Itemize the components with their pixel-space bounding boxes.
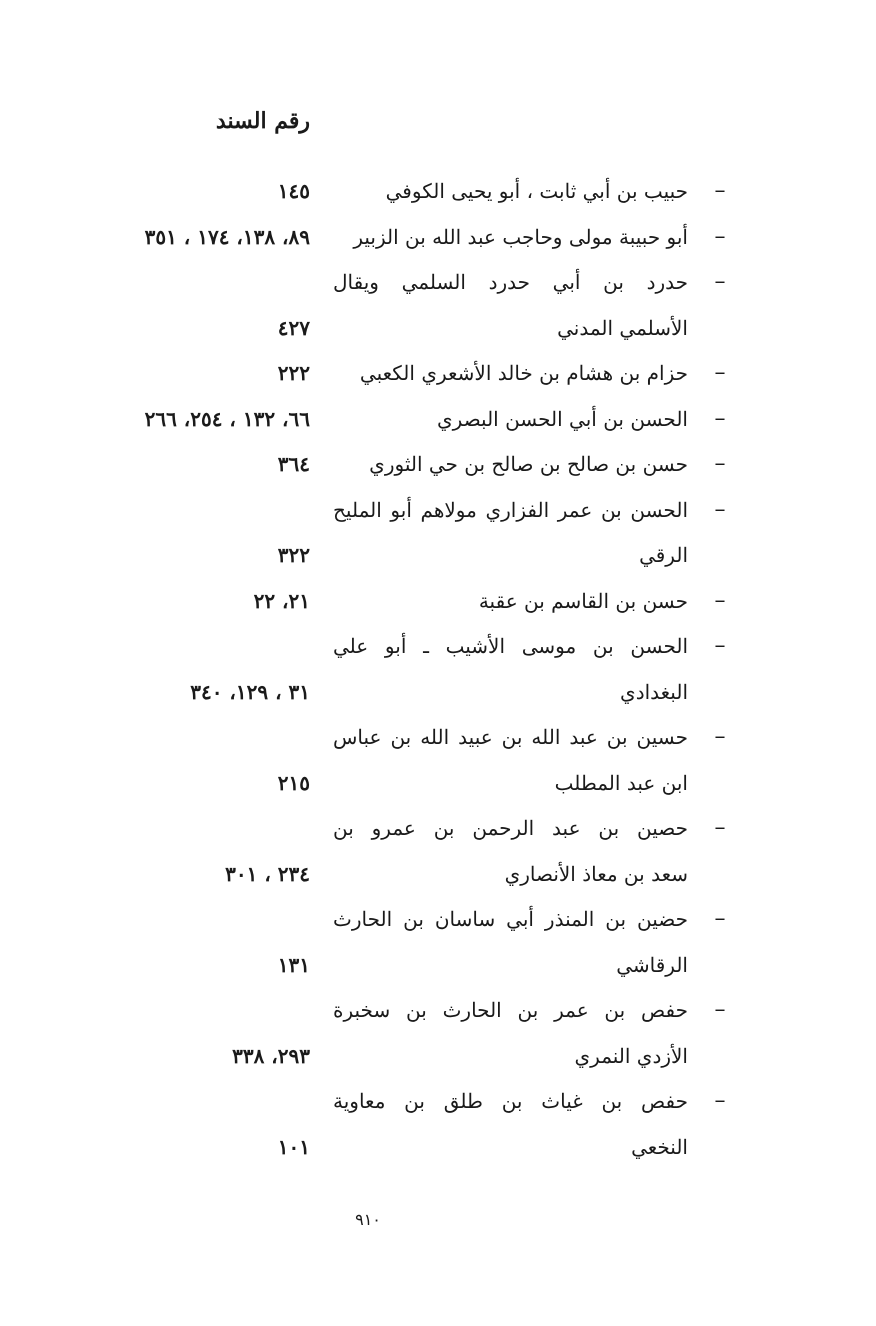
entry-line [60,487,740,533]
entry-line [60,305,740,351]
entry-line [60,714,740,760]
entry-dash: – [714,997,726,1022]
index-entry [60,214,740,260]
narrator-name: حسن بن القاسم بن عقبة [478,588,688,613]
reference-numbers: ٢١٥ [277,770,310,795]
entry-dash: – [714,405,726,431]
index-entry [60,259,740,350]
index-entry [60,396,740,442]
reference-numbers: ٢١، ٢٢ [253,588,310,613]
narrator-name: الأسلمي المدني [557,315,688,340]
entry-line [60,896,740,942]
narrator-name: الحسن بن عمر الفزاري مولاهم أبو المليح [333,497,688,522]
entry-dash: – [714,587,726,613]
index-entry [60,578,740,624]
entry-line [60,760,740,806]
narrator-name: سعد بن معاذ الأنصاري [504,861,688,886]
narrator-name: حفص بن غياث بن طلق بن معاوية [333,1089,688,1113]
narrator-name: أبو حبيبة مولى وحاجب عبد الله بن الزبير [353,224,688,249]
index-entry [60,441,740,487]
narrator-name: الحسن بن أبي الحسن البصري [437,406,688,431]
entry-line [60,396,740,442]
reference-numbers: ٣٦٤ [277,452,310,476]
reference-numbers: ٣١ ، ١٢٩، ٣٤٠ [190,679,310,704]
entry-line [60,1078,740,1124]
entry-dash: – [714,178,726,203]
index-entry [60,350,740,396]
entry-dash: – [714,1088,726,1113]
entry-line [60,259,740,305]
entry-line [60,1124,740,1170]
reference-numbers: ٣٢٢ [277,543,310,567]
entry-line [60,578,740,624]
entry-line [60,214,740,260]
entry-line [60,168,740,214]
reference-numbers: ٤٢٧ [277,315,310,340]
narrator-name: النخعي [631,1134,688,1159]
index-entry [60,623,740,714]
entry-dash: – [714,360,726,385]
narrator-name: ابن عبد المطلب [554,770,688,795]
narrator-name: حزام بن هشام بن خالد الأشعري الكعبي [359,361,688,385]
entry-line [60,851,740,897]
narrator-name: حفص بن عمر بن الحارث بن سخبرة [333,998,688,1022]
narrator-name: الأزدي النمري [574,1043,688,1068]
narrator-name: حصين بن عبد الرحمن بن عمرو بن [333,816,688,840]
entry-dash: – [714,906,726,931]
entry-line [60,532,740,578]
entry-line [60,350,740,396]
entry-dash: – [714,633,726,658]
entry-line [60,441,740,487]
entry-line [60,669,740,715]
narrator-index-list [60,168,740,1169]
narrator-name: الحسن بن موسى الأشيب ـ أبو علي [333,634,688,658]
narrator-name: حضين بن المنذر أبي ساسان بن الحارث [333,907,688,931]
entry-dash: – [714,451,726,476]
narrator-name: الرقاشي [616,952,688,977]
entry-line [60,805,740,851]
reference-numbers: ٨٩، ١٣٨، ١٧٤ ، ٣٥١ [144,224,310,249]
reference-numbers: ١٠١ [277,1134,310,1159]
index-entry [60,487,740,578]
entry-dash: – [714,724,726,749]
entry-dash: – [714,815,726,840]
reference-numbers: ٢٣٤ ، ٣٠١ [225,861,310,886]
index-entry [60,1078,740,1169]
entry-line [60,623,740,669]
entry-dash: – [714,223,726,249]
index-entry [60,896,740,987]
entry-dash: – [714,269,726,294]
index-entry [60,987,740,1078]
reference-numbers: ٦٦، ١٣٢ ، ٢٥٤، ٢٦٦ [144,406,310,431]
page-number: ٩١٠ [355,1210,381,1229]
narrator-name: الرقي [639,543,688,567]
narrator-name: البغدادي [620,679,688,704]
entry-line [60,987,740,1033]
narrator-name: حسن بن صالح بن صالح بن حي الثوري [369,452,688,476]
narrator-name: حبيب بن أبي ثابت ، أبو يحيى الكوفي [385,179,688,203]
reference-numbers: ١٣١ [277,952,310,977]
index-entry [60,168,740,214]
index-entry [60,805,740,896]
reference-numbers: ٢٢٢ [277,361,310,385]
entry-line [60,1033,740,1079]
entry-line [60,942,740,988]
entry-dash: – [714,496,726,522]
column-header-reference-number: رقم السند [215,108,310,134]
index-entry [60,714,740,805]
narrator-name: حسين بن عبد الله بن عبيد الله بن عباس [333,725,688,749]
narrator-name: حدرد بن أبي حدرد السلمي ويقال [333,270,688,294]
reference-numbers: ١٤٥ [277,179,310,203]
reference-numbers: ٢٩٣، ٣٣٨ [232,1043,310,1068]
